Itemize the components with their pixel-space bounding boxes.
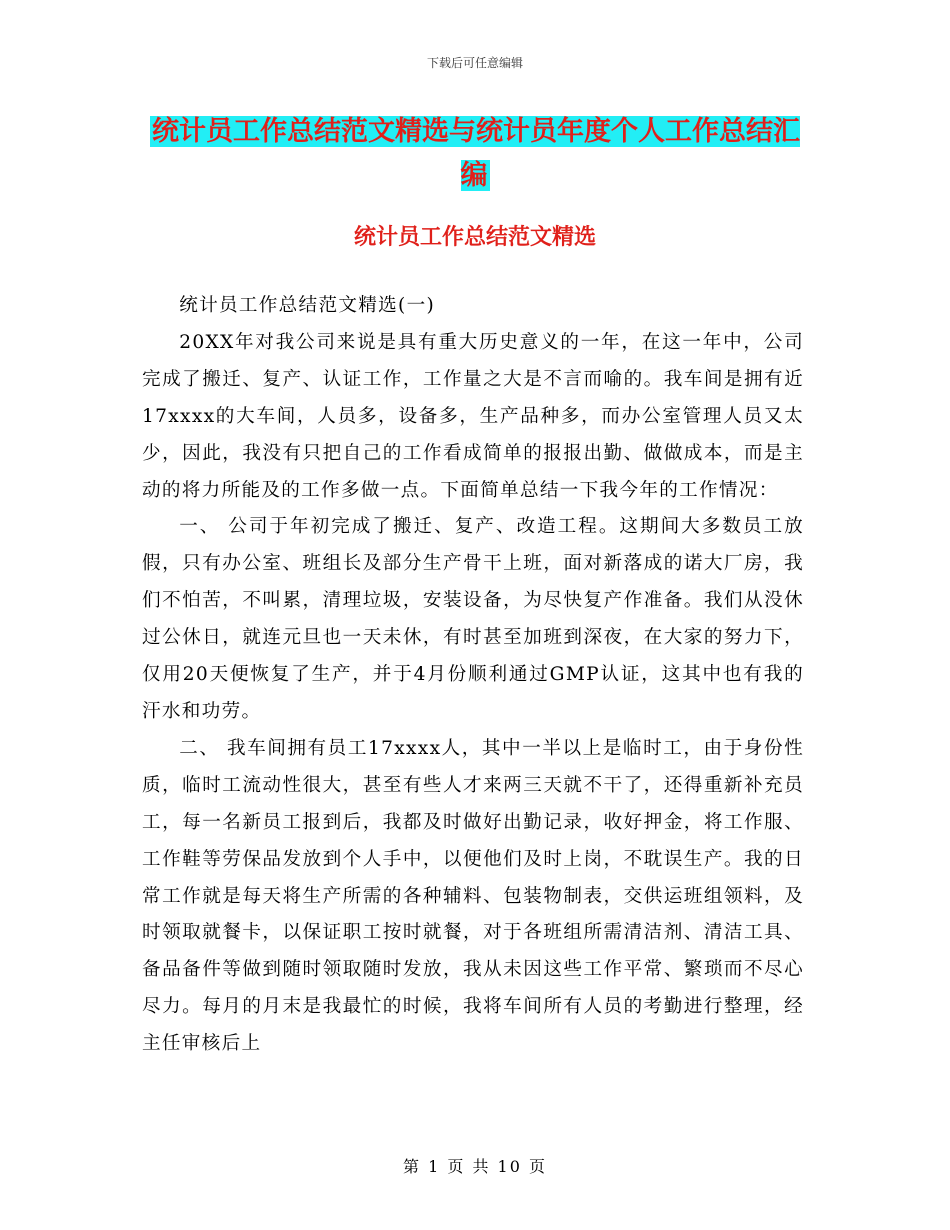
header-note: 下载后可任意编辑 <box>426 56 523 70</box>
paragraph-subtitle: 统计员工作总结范文精选(一) <box>179 295 436 316</box>
section-title: 统计员工作总结范文精选 <box>353 224 596 250</box>
paragraph-intro: 20XX年对我公司来说是具有重大历史意义的一年，在这一年中，公司完成了搬迁、复产、认证工作，工作量之大是不言而喻的。我车间是拥有近17xxxx的大车间，人员多，设备多，生产品种多，而办公室管理人员又太少，因此，我没有只把自己的工作看成简单的报报出勤、做做成本，而是主动的将力所能及的工作多做一点。下面简单总结一下我今年的工作情况： <box>142 331 804 501</box>
document-body <box>142 288 804 1063</box>
paragraph-item-1: 一、 公司于年初完成了搬迁、复产、改造工程。这期间大多数员工放假，只有办公室、班组长及部分生产骨干上班，面对新落成的诺大厂房，我们不怕苦，不叫累，清理垃圾，安装设备，为尽快复产作准备。我们从没休过公休日，就连元旦也一天未休，有时甚至加班到深夜，在大家的努力下，仅用20天便恢复了生产，并于4月份顺利通过GMP认证，这其中也有我的汗水和功劳。 <box>142 516 804 722</box>
document-title <box>140 110 810 198</box>
document-title-text: 统计员工作总结范文精选与统计员年度个人工作总结汇编 <box>152 116 800 191</box>
page-footer: 第 1 页 共 10 页 <box>403 1157 547 1176</box>
paragraph-item-2: 二、 我车间拥有员工17xxxx人，其中一半以上是临时工，由于身份性质，临时工流动性很大，甚至有些人才来两三天就不干了，还得重新补充员工，每一名新员工报到后，我都及时做好出勤记录，收好押金，将工作服、工作鞋等劳保品发放到个人手中，以便他们及时上岗，不耽误生产。我的日常工作就是每天将生产所需的各种辅料、包装物制表，交供运班组领料，及时领取就餐卡，以保证职工按时就餐，对于各班组所需清洁剂、清洁工具、备品备件等做到随时领取随时发放，我从未因这些工作平常、繁琐而不尽心尽力。每月的月末是我最忙的时候，我将车间所有人员的考勤进行整理，经主任审核后上 <box>142 737 804 1055</box>
